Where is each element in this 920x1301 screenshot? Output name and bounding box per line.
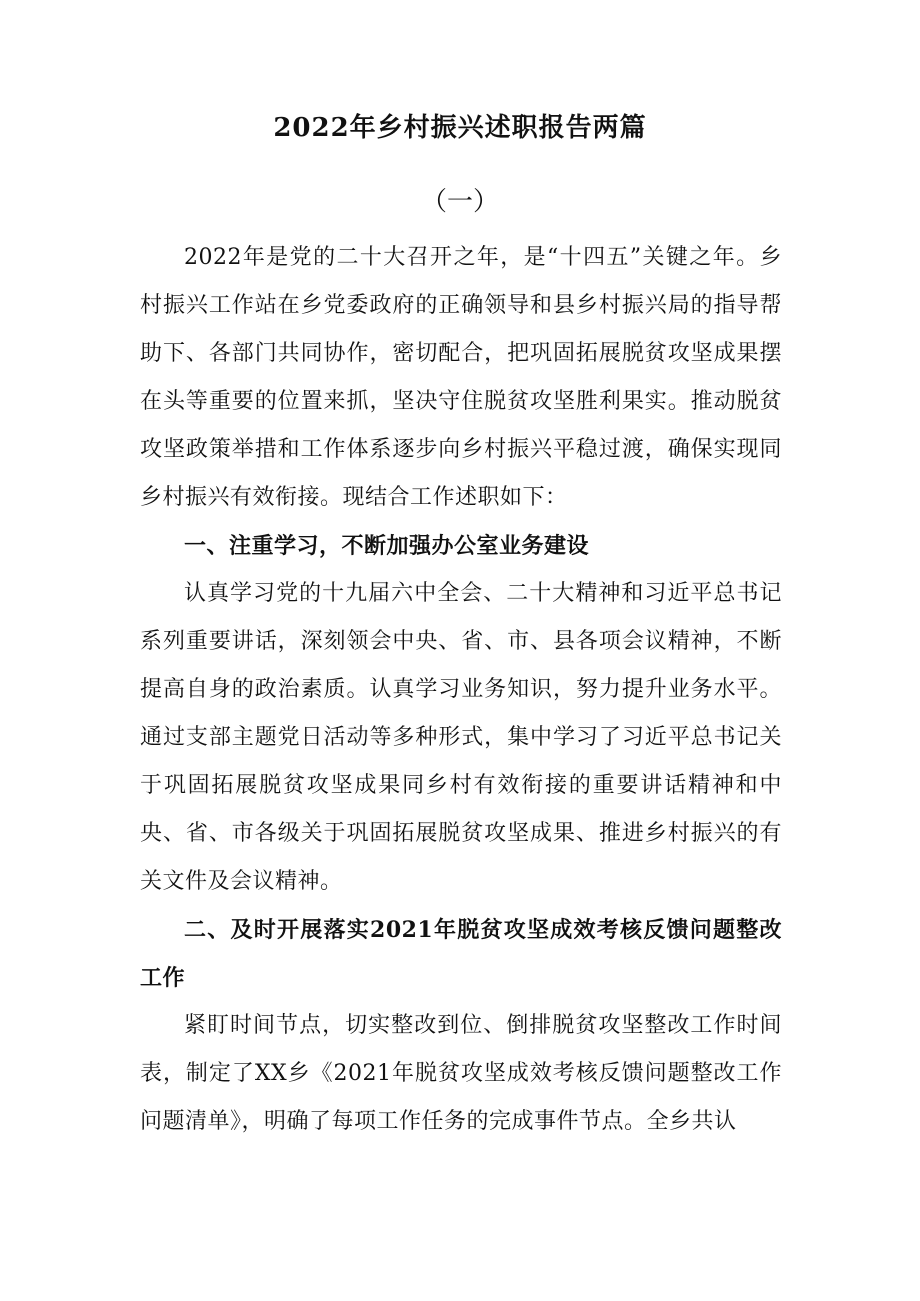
section-heading-2: 二、及时开展落实2021年脱贫攻坚成效考核反馈问题整改工作 bbox=[140, 917, 782, 991]
paragraph-intro: 2022年是党的二十大召开之年，是“十四五”关键之年。乡村振兴工作站在乡党委政府的正确领导和县乡村振兴局的指导帮助下、各部门共同协作，密切配合，把巩固拓展脱贫攻坚成果摆在头等重要的位置来抓，坚决守住脱贫攻坚胜利果实。推动脱贫攻坚政策举措和工作体系逐步向乡村振兴平稳过渡，确保实现同乡村振兴有效衔接。现结合工作述职如下： bbox=[140, 245, 782, 510]
paragraph-section-1: 认真学习党的十九届六中全会、二十大精神和习近平总书记系列重要讲话，深刻领会中央、省、市、县各项会议精神，不断提高自身的政治素质。认真学习业务知识，努力提升业务水平。通过支部主题党日活动等多种形式，集中学习了习近平总书记关于巩固拓展脱贫攻坚成果同乡村有效衔接的重要讲话精神和中央、省、市各级关于巩固拓展脱贫攻坚成果、推进乡村振兴的有关文件及会议精神。 bbox=[140, 581, 782, 894]
section-heading-1: 一、注重学习，不断加强办公室业务建设 bbox=[184, 533, 590, 559]
document-subtitle: （一） bbox=[420, 187, 499, 217]
document-body bbox=[140, 234, 782, 1146]
document-title: 2022年乡村振兴述职报告两篇 bbox=[273, 113, 647, 143]
paragraph-section-2: 紧盯时间节点，切实整改到位、倒排脱贫攻坚整改工作时间表，制定了XX乡《2021年脱贫攻坚成效考核反馈问题整改工作问题清单》，明确了每项工作任务的完成事件节点。全乡共认 bbox=[140, 1013, 782, 1134]
